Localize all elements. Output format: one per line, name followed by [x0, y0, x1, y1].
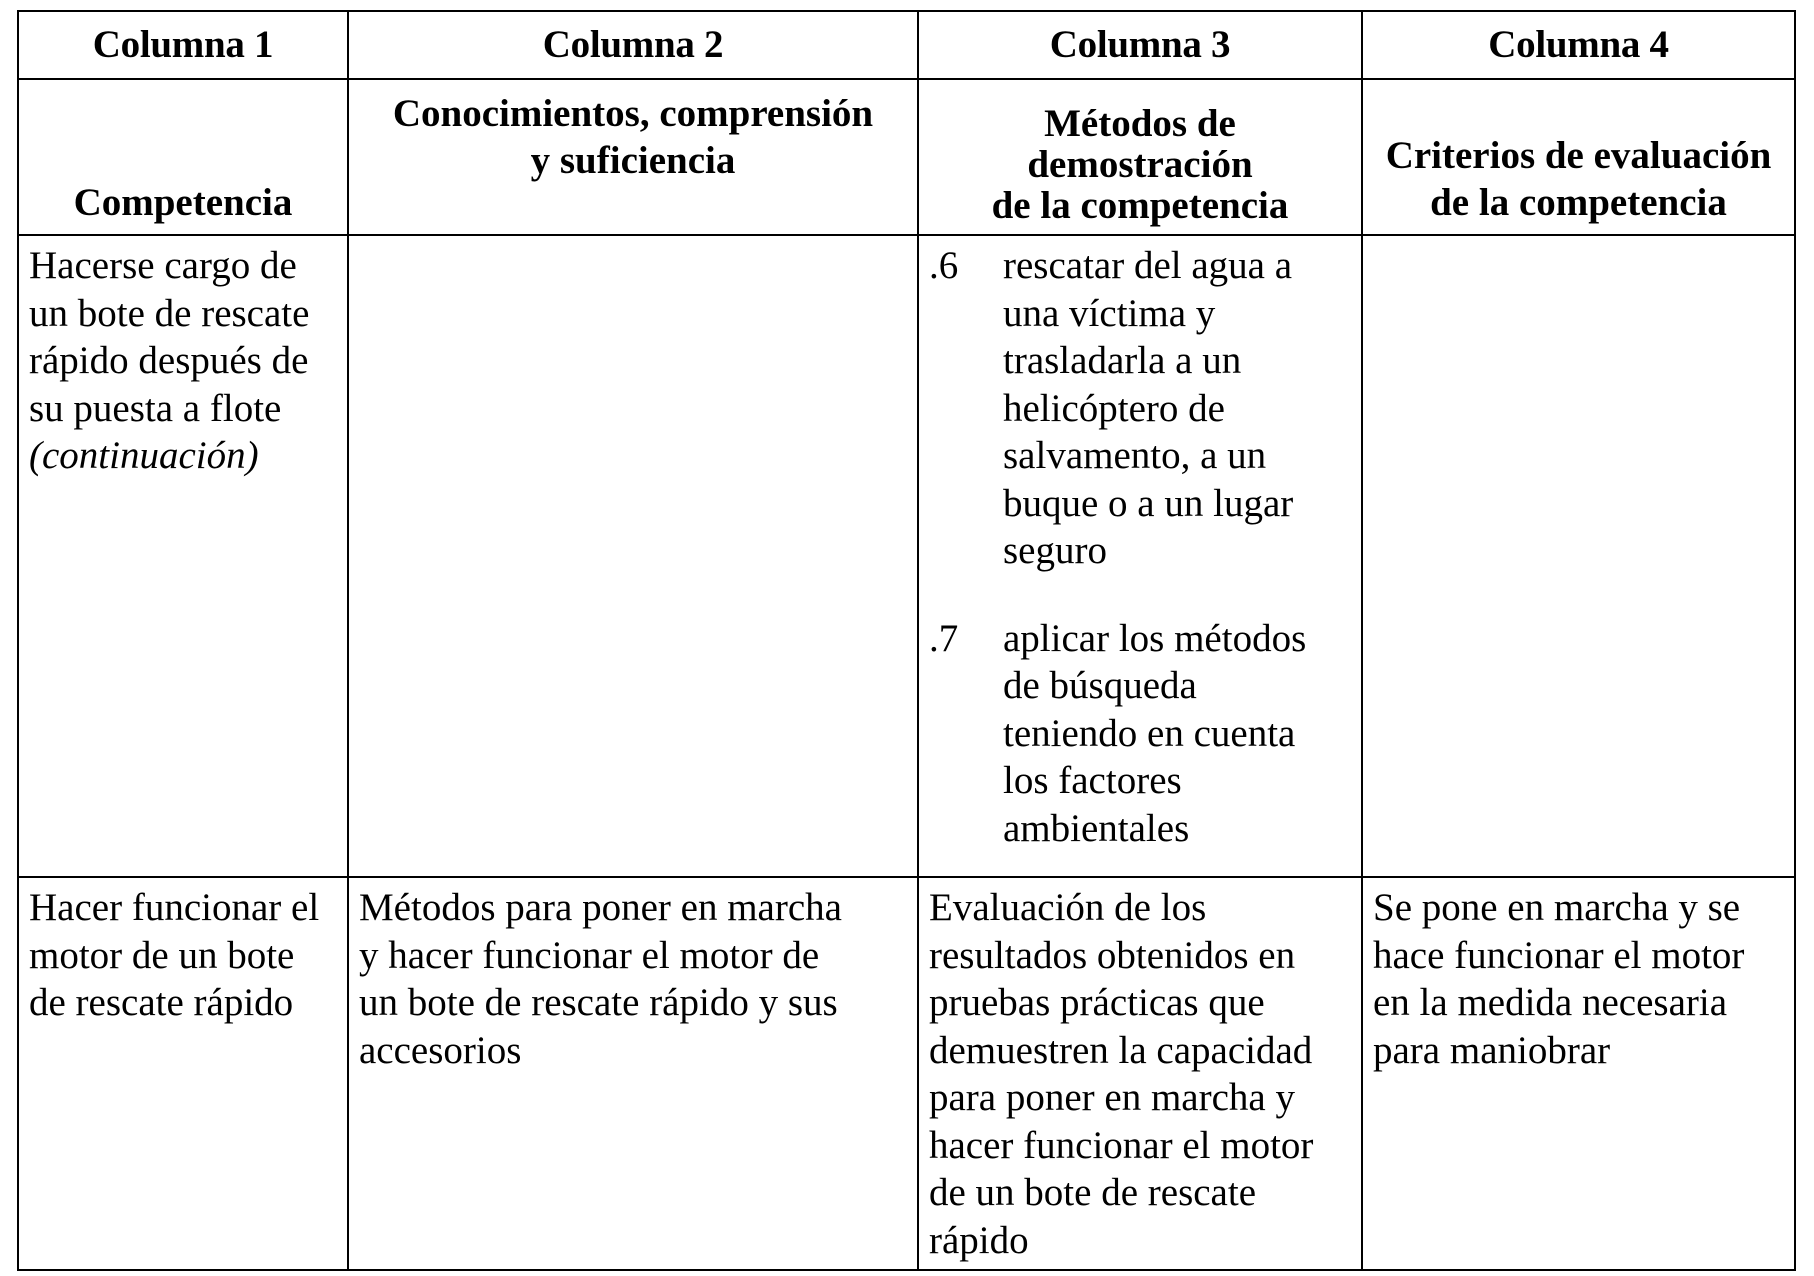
text-line: ambientales [1003, 806, 1190, 850]
list-item [919, 236, 1361, 575]
text-line: de búsqueda [1003, 664, 1197, 707]
metodos-title-cell [918, 79, 1362, 235]
table-row [18, 877, 1795, 1270]
continuation-note: (continuación) [29, 434, 259, 477]
competencia-text [19, 878, 347, 1027]
text-line: buque o a un lugar [1003, 481, 1294, 525]
text-line: Se pone en marcha y se [1373, 886, 1741, 929]
title-line: y suficiencia [530, 139, 736, 182]
metodos-title [919, 80, 1361, 230]
text-line: salvamento, a un [1003, 434, 1267, 477]
item-text [1003, 242, 1351, 575]
text-line: una víctima y [1003, 291, 1216, 335]
text-line: Evaluación de los [929, 886, 1207, 929]
item-number: .7 [929, 616, 959, 660]
criterios-cell [1362, 877, 1795, 1270]
table-row [18, 235, 1795, 877]
competence-table [17, 10, 1796, 1271]
text-line: resultados obtenidos en [929, 933, 1296, 977]
metodos-text [919, 878, 1361, 1264]
text-line: Hacerse cargo de [29, 244, 297, 287]
metodos-cell [918, 235, 1362, 877]
text-line: helicóptero de [1003, 386, 1225, 430]
title-line: demostración [1027, 143, 1253, 186]
title-line: de la competencia [1430, 181, 1727, 224]
criterios-title [1363, 80, 1794, 230]
title-line: Conocimientos, comprensión [392, 92, 874, 135]
item-number: .6 [929, 244, 959, 287]
text-line: hace funcionar el motor [1373, 933, 1745, 977]
text-line: seguro [1003, 529, 1107, 572]
text-line: de un bote de rescate [929, 1171, 1257, 1214]
text-line: accesorios [359, 1028, 522, 1072]
competencia-title-cell [18, 79, 348, 235]
column-4-label-cell [1362, 11, 1795, 79]
text-line: un bote de rescate rápido y sus [359, 981, 838, 1024]
competencia-title [19, 80, 347, 230]
conocimientos-title [349, 80, 917, 230]
column-1-label-cell [18, 11, 348, 79]
text-line: un bote de rescate [29, 291, 310, 335]
competence-table-page [17, 10, 1794, 1263]
title-line: Competencia [73, 181, 293, 224]
column-3-label-cell [918, 11, 1362, 79]
text-line: aplicar los métodos [1003, 616, 1307, 660]
text-line: pruebas prácticas que [929, 981, 1265, 1024]
text-line: para maniobrar [1373, 1028, 1611, 1072]
text-line: hacer funcionar el motor [929, 1123, 1314, 1167]
competencia-cell [18, 877, 348, 1270]
conocimientos-cell [348, 877, 918, 1270]
text-line: rápido [929, 1218, 1029, 1262]
conocimientos-text [349, 878, 917, 1074]
column-3-label: Columna 3 [1049, 23, 1231, 66]
text-line: teniendo en cuenta [1003, 711, 1296, 755]
text-line: demuestren la capacidad [929, 1028, 1313, 1072]
criterios-text [1363, 878, 1794, 1074]
column-4-label: Columna 4 [1488, 23, 1669, 66]
text-line: para poner en marcha y [929, 1076, 1295, 1119]
competencia-cell [18, 235, 348, 877]
column-2-label-cell [348, 11, 918, 79]
list-item [919, 575, 1361, 853]
title-line: de la competencia [991, 184, 1289, 227]
text-line: de rescate rápido [29, 981, 294, 1024]
text-line: trasladarla a un [1003, 339, 1242, 382]
text-line: rescatar del agua a [1003, 244, 1293, 287]
text-line: rápido después de [29, 339, 309, 382]
column-title-row [18, 79, 1795, 235]
column-number-row [18, 11, 1795, 79]
criterios-title-cell [1362, 79, 1795, 235]
column-1-label: Columna 1 [92, 23, 274, 66]
item-text [1003, 615, 1351, 853]
title-line: Métodos de [1044, 102, 1236, 145]
text-line: Hacer funcionar el [29, 886, 320, 929]
text-line: Métodos para poner en marcha [359, 886, 842, 929]
conocimientos-title-cell [348, 79, 918, 235]
conocimientos-cell [348, 235, 918, 877]
competencia-text [19, 236, 347, 480]
text-line: los factores [1003, 759, 1182, 802]
text-line: motor de un bote [29, 933, 295, 977]
metodos-cell [918, 877, 1362, 1270]
text-line: y hacer funcionar el motor de [359, 933, 820, 977]
text-line: su puesta a flote [29, 386, 282, 430]
title-line: Criterios de evaluación [1385, 134, 1772, 177]
text-line: en la medida necesaria [1373, 981, 1728, 1024]
column-2-label: Columna 2 [542, 23, 724, 66]
criterios-cell [1362, 235, 1795, 877]
